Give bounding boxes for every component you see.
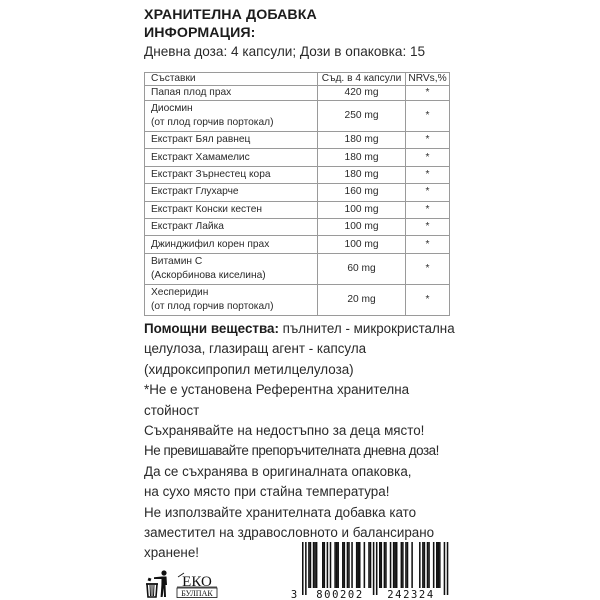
- storage-line-2: на сухо място при стайна температура!: [144, 484, 390, 500]
- excipients-label: Помощни вещества:: [144, 321, 279, 336]
- warning-dose: Не превишавайте препоръчителната дневна доза!: [144, 443, 439, 459]
- table-row: [145, 284, 450, 315]
- column-header-amount: Съд. в 4 капсули: [318, 73, 406, 86]
- bulpak-text: БУЛПАК: [181, 589, 213, 598]
- ingredient-name-cell: [145, 101, 318, 132]
- eko-text: ЕКО: [182, 574, 212, 590]
- substitute-line-1: Не използвайте хранителната добавка като: [144, 504, 417, 520]
- ingredient-name: Екстракт Конски кестен: [145, 201, 318, 218]
- barcode-first-digit: 3: [290, 589, 298, 599]
- ingredient-amount: 100 mg: [318, 201, 406, 218]
- ingredient-amount: 100 mg: [318, 218, 406, 235]
- ingredient-nrv: *: [406, 284, 450, 315]
- ingredient-amount: 100 mg: [318, 236, 406, 253]
- ingredient-name: Джинджифил корен прах: [145, 236, 318, 253]
- title-line-2: ИНФОРМАЦИЯ:: [144, 25, 256, 41]
- ingredient-nrv: *: [406, 86, 450, 101]
- table-row: [145, 236, 450, 253]
- ingredient-name: Екстракт Бял равнец: [145, 132, 318, 149]
- column-header-nrv: NRVs,%: [406, 73, 450, 86]
- table-row: [145, 86, 450, 101]
- ingredient-nrv: *: [406, 149, 450, 166]
- ingredient-nrv: *: [406, 184, 450, 201]
- ingredient-nrv: *: [406, 201, 450, 218]
- ingredient-name: Папая плод прах: [145, 86, 318, 101]
- ingredient-name: Витамин С: [151, 255, 203, 267]
- substitute-line-2: заместител на здравословното и балансирано: [144, 525, 435, 541]
- substitute-line-3: хранене!: [144, 545, 199, 561]
- table-header-row: [145, 73, 450, 86]
- ingredient-source: (от плод горчив портокал): [151, 300, 274, 312]
- excipients-text: пълнител - микрокристална целулоза, глазиращ агент - капсула (хидроксипропил метилцелулоза): [144, 321, 455, 377]
- ingredient-amount: 250 mg: [318, 101, 406, 132]
- barcode-bars: [290, 541, 452, 599]
- ingredient-amount: 60 mg: [318, 253, 406, 284]
- ingredient-nrv: *: [406, 218, 450, 235]
- column-header-ingredients: Съставки: [145, 73, 318, 86]
- ingredient-amount: 180 mg: [318, 149, 406, 166]
- table-row: [145, 149, 450, 166]
- warning-children: Съхранявайте на недостъпно за деца място!: [144, 423, 425, 439]
- storage-line-1: Да се съхранява в оригиналната опаковка,: [144, 463, 412, 479]
- ingredient-amount: 180 mg: [318, 166, 406, 183]
- ingredient-nrv: *: [406, 166, 450, 183]
- ingredient-name: Екстракт Глухарче: [145, 184, 318, 201]
- packaging-symbols: [145, 570, 218, 598]
- eko-bulpak-logo: [176, 571, 218, 598]
- nrv-note: *Не е установена Референтна хранителна стойност: [144, 382, 410, 418]
- ingredient-nrv: *: [406, 101, 450, 132]
- ingredient-amount: 160 mg: [318, 184, 406, 201]
- ingredient-nrv: *: [406, 132, 450, 149]
- table-row: [145, 201, 450, 218]
- table-row: [145, 101, 450, 132]
- ingredient-name: Екстракт Зърнестец кора: [145, 166, 318, 183]
- table-row: [145, 132, 450, 149]
- ingredient-source: (от плод горчив портокал): [151, 117, 274, 128]
- barcode-left-digits: 800202: [316, 589, 364, 599]
- supplement-header: [144, 6, 454, 61]
- composition-table: [144, 72, 450, 316]
- ingredient-name: Екстракт Лайка: [145, 218, 318, 235]
- ingredient-name: Диосмин: [151, 103, 193, 114]
- ingredient-name: Екстракт Хамамелис: [145, 149, 318, 166]
- ingredient-amount: 180 mg: [318, 132, 406, 149]
- ingredient-name-cell: [145, 253, 318, 284]
- dosage-info: Дневна доза: 4 капсули; Дози в опаковка: 15: [144, 44, 426, 59]
- barcode-right-digits: 242324: [387, 589, 435, 599]
- ingredient-name-cell: [145, 284, 318, 315]
- ingredient-nrv: *: [406, 253, 450, 284]
- ean13-barcode: [290, 541, 452, 599]
- ingredient-source: (Аскорбинова киселина): [151, 269, 266, 281]
- table-row: [145, 166, 450, 183]
- ingredient-name: Хесперидин: [151, 286, 209, 298]
- ingredient-nrv: *: [406, 236, 450, 253]
- ingredient-amount: 420 mg: [318, 86, 406, 101]
- table-row: [145, 218, 450, 235]
- title-line-1: ХРАНИТЕЛНА ДОБАВКА: [144, 7, 317, 23]
- tidyman-icon: [145, 570, 171, 598]
- label-notes: [144, 319, 464, 564]
- ingredient-amount: 20 mg: [318, 284, 406, 315]
- excipients-paragraph: [144, 319, 464, 380]
- table-row: [145, 184, 450, 201]
- table-row: [145, 253, 450, 284]
